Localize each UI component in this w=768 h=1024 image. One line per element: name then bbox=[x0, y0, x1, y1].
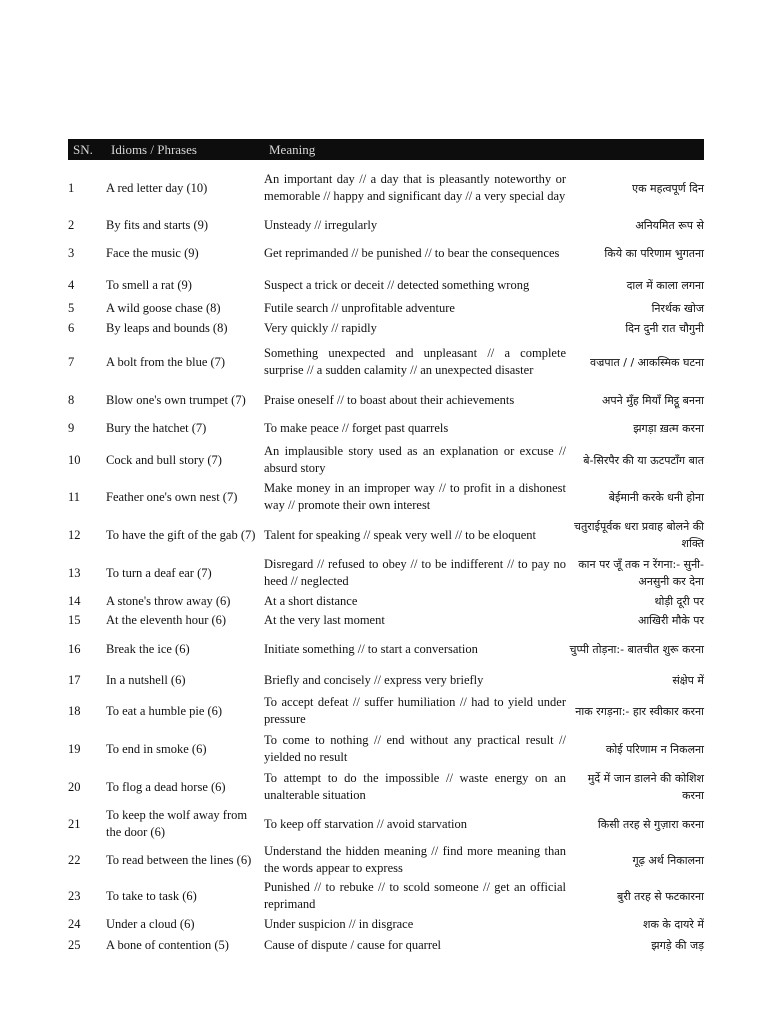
table-row bbox=[68, 878, 704, 914]
row-idiom: To smell a rat (9) bbox=[106, 277, 192, 292]
row-sn: 9 bbox=[68, 420, 75, 435]
row-meaning: Initiate something // to start a conversation bbox=[264, 641, 478, 656]
row-sn: 16 bbox=[68, 641, 81, 656]
row-hindi: अपने मुँह मियाँ मिट्ठू बनना bbox=[602, 393, 704, 407]
row-hindi: बे-सिरपैर की या ऊटपटाँग बात bbox=[583, 453, 704, 467]
row-meaning: Get reprimanded // be punished // to bear the consequences bbox=[264, 245, 560, 260]
table-row bbox=[68, 478, 704, 516]
row-hindi: बेईमानी करके धनी होना bbox=[608, 490, 704, 504]
table-row bbox=[68, 414, 704, 442]
row-meaning: To accept defeat // suffer humiliation // had to yield under pressure bbox=[264, 695, 566, 726]
row-idiom: Face the music (9) bbox=[106, 245, 199, 260]
row-meaning: To make peace // forget past quarrels bbox=[264, 420, 449, 435]
row-meaning: Unsteady // irregularly bbox=[264, 217, 378, 232]
row-idiom: In a nutshell (6) bbox=[106, 672, 186, 687]
row-hindi: कान पर जूँ तक न रेंगना:- सुनी-अनसुनी कर देना bbox=[578, 558, 704, 588]
row-idiom: To end in smoke (6) bbox=[106, 741, 207, 756]
table-row bbox=[68, 768, 704, 806]
row-idiom: To eat a humble pie (6) bbox=[106, 703, 223, 718]
header-sn: SN. bbox=[68, 139, 106, 160]
row-meaning: Something unexpected and unpleasant // a complete surprise // a sudden calamity // an unexpected disaster bbox=[264, 346, 566, 377]
row-sn: 5 bbox=[68, 300, 75, 315]
row-hindi: गूढ़ अर्थ निकालना bbox=[632, 853, 704, 867]
row-hindi: चुप्पी तोड़ना:- बातचीत शुरू करना bbox=[569, 642, 704, 656]
row-meaning: Disregard // refused to obey // to be indifferent // to pay no heed // neglected bbox=[264, 557, 566, 588]
row-hindi: शक के दायरे में bbox=[642, 917, 704, 931]
idioms-table bbox=[68, 139, 704, 956]
row-sn: 25 bbox=[68, 937, 81, 952]
table-row bbox=[68, 592, 704, 610]
row-meaning: Punished // to rebuke // to scold someone // get an official reprimand bbox=[264, 880, 566, 911]
row-sn: 8 bbox=[68, 392, 75, 407]
row-sn: 1 bbox=[68, 180, 75, 195]
row-hindi: दाल में काला लगना bbox=[626, 278, 704, 292]
row-hindi: वज्रपात / / आकस्मिक घटना bbox=[590, 355, 704, 369]
table-row bbox=[68, 272, 704, 298]
row-idiom: A red letter day (10) bbox=[106, 180, 208, 195]
table-row bbox=[68, 298, 704, 318]
table-row bbox=[68, 630, 704, 668]
row-meaning: Make money in an improper way // to profit in a dishonest way // promote their own interest bbox=[264, 481, 566, 512]
row-hindi: चतुराईपूर्वक धरा प्रवाह बोलने की शक्ति bbox=[574, 520, 704, 550]
table-row bbox=[68, 692, 704, 730]
row-idiom: Feather one's own nest (7) bbox=[106, 489, 238, 504]
row-sn: 19 bbox=[68, 741, 81, 756]
row-sn: 11 bbox=[68, 489, 81, 504]
table-row bbox=[68, 934, 704, 956]
row-meaning: An implausible story used as an explanation or excuse // absurd story bbox=[264, 444, 566, 475]
table-row bbox=[68, 234, 704, 272]
table-body bbox=[68, 160, 704, 956]
row-idiom: To have the gift of the gab (7) bbox=[106, 527, 256, 542]
row-sn: 3 bbox=[68, 245, 75, 260]
row-hindi: बुरी तरह से फटकारना bbox=[617, 889, 704, 903]
row-idiom: To take to task (6) bbox=[106, 888, 197, 903]
row-idiom: To flog a dead horse (6) bbox=[106, 779, 226, 794]
row-idiom: Break the ice (6) bbox=[106, 641, 190, 656]
row-meaning: To come to nothing // end without any practical result // yielded no result bbox=[264, 733, 566, 764]
row-sn: 20 bbox=[68, 779, 81, 794]
row-idiom: Under a cloud (6) bbox=[106, 916, 195, 931]
row-hindi: झगड़ा ख़त्म करना bbox=[633, 421, 704, 435]
header-idiom: Idioms / Phrases bbox=[106, 139, 264, 160]
row-hindi: एक महत्वपूर्ण दिन bbox=[632, 181, 704, 195]
row-idiom: To read between the lines (6) bbox=[106, 852, 252, 867]
table-row bbox=[68, 914, 704, 934]
row-hindi: संक्षेप में bbox=[672, 673, 704, 687]
table-row bbox=[68, 806, 704, 842]
header-meaning: Meaning bbox=[264, 139, 566, 160]
row-sn: 7 bbox=[68, 354, 75, 369]
row-hindi: आखिरी मौके पर bbox=[637, 613, 704, 627]
row-idiom: By fits and starts (9) bbox=[106, 217, 209, 232]
table-row bbox=[68, 338, 704, 386]
table-row bbox=[68, 160, 704, 216]
table-row bbox=[68, 842, 704, 878]
table-row bbox=[68, 216, 704, 234]
row-sn: 2 bbox=[68, 217, 75, 232]
row-sn: 6 bbox=[68, 320, 75, 335]
table-row bbox=[68, 386, 704, 414]
row-sn: 13 bbox=[68, 565, 81, 580]
row-meaning: An important day // a day that is pleasantly noteworthy or memorable // happy and significant day // a very special day bbox=[264, 172, 566, 203]
row-sn: 10 bbox=[68, 452, 81, 467]
row-sn: 15 bbox=[68, 612, 81, 627]
row-hindi: अनियमित रूप से bbox=[635, 218, 704, 232]
table-row bbox=[68, 442, 704, 478]
row-meaning: To attempt to do the impossible // waste energy on an unalterable situation bbox=[264, 771, 566, 802]
row-meaning: Understand the hidden meaning // find more meaning than the words appear to express bbox=[264, 844, 566, 875]
row-meaning: At the very last moment bbox=[264, 612, 385, 627]
row-sn: 12 bbox=[68, 527, 81, 542]
row-idiom: A bolt from the blue (7) bbox=[106, 354, 226, 369]
table-row bbox=[68, 318, 704, 338]
row-sn: 21 bbox=[68, 816, 81, 831]
row-hindi: कोई परिणाम न निकलना bbox=[605, 742, 704, 756]
table-row bbox=[68, 730, 704, 768]
row-hindi: किसी तरह से गुज़ारा करना bbox=[597, 817, 704, 831]
row-idiom: To keep the wolf away from the door (6) bbox=[106, 808, 248, 839]
table-row bbox=[68, 610, 704, 630]
row-idiom: Cock and bull story (7) bbox=[106, 452, 222, 467]
row-idiom: At the eleventh hour (6) bbox=[106, 612, 227, 627]
row-idiom: A wild goose chase (8) bbox=[106, 300, 221, 315]
row-sn: 17 bbox=[68, 672, 81, 687]
row-idiom: By leaps and bounds (8) bbox=[106, 320, 228, 335]
row-sn: 14 bbox=[68, 593, 81, 608]
table-row bbox=[68, 516, 704, 554]
row-idiom: To turn a deaf ear (7) bbox=[106, 565, 212, 580]
row-sn: 23 bbox=[68, 888, 81, 903]
row-sn: 22 bbox=[68, 852, 81, 867]
row-hindi: मुर्दे में जान डालने की कोशिश करना bbox=[587, 772, 704, 802]
row-meaning: Under suspicion // in disgrace bbox=[264, 916, 414, 931]
table-row bbox=[68, 554, 704, 592]
row-meaning: At a short distance bbox=[264, 593, 358, 608]
table-row bbox=[68, 668, 704, 692]
row-meaning: Praise oneself // to boast about their achievements bbox=[264, 392, 515, 407]
row-meaning: Futile search // unprofitable adventure bbox=[264, 300, 455, 315]
row-meaning: Very quickly // rapidly bbox=[264, 320, 377, 335]
row-sn: 4 bbox=[68, 277, 75, 292]
row-hindi: किये का परिणाम भुगतना bbox=[604, 246, 704, 260]
row-idiom: A bone of contention (5) bbox=[106, 937, 229, 952]
row-meaning: Suspect a trick or deceit // detected something wrong bbox=[264, 277, 530, 292]
row-idiom: Blow one's own trumpet (7) bbox=[106, 392, 246, 407]
row-hindi: झगड़े की जड़ bbox=[651, 938, 704, 952]
row-idiom: Bury the hatchet (7) bbox=[106, 420, 207, 435]
row-sn: 18 bbox=[68, 703, 81, 718]
row-meaning: Cause of dispute / cause for quarrel bbox=[264, 937, 442, 952]
row-hindi: निरर्थक खोज bbox=[651, 301, 704, 315]
row-meaning: To keep off starvation // avoid starvation bbox=[264, 816, 468, 831]
row-hindi: दिन दुनी रात चौगुनी bbox=[625, 321, 704, 335]
row-sn: 24 bbox=[68, 916, 81, 931]
row-meaning: Briefly and concisely // express very briefly bbox=[264, 672, 484, 687]
row-meaning: Talent for speaking // speak very well // to be eloquent bbox=[264, 527, 536, 542]
header-hindi bbox=[566, 139, 704, 160]
row-hindi: नाक रगड़ना:- हार स्वीकार करना bbox=[575, 704, 704, 718]
table-header-row bbox=[68, 139, 704, 160]
row-idiom: A stone's throw away (6) bbox=[106, 593, 231, 608]
row-hindi: थोड़ी दूरी पर bbox=[654, 594, 704, 608]
